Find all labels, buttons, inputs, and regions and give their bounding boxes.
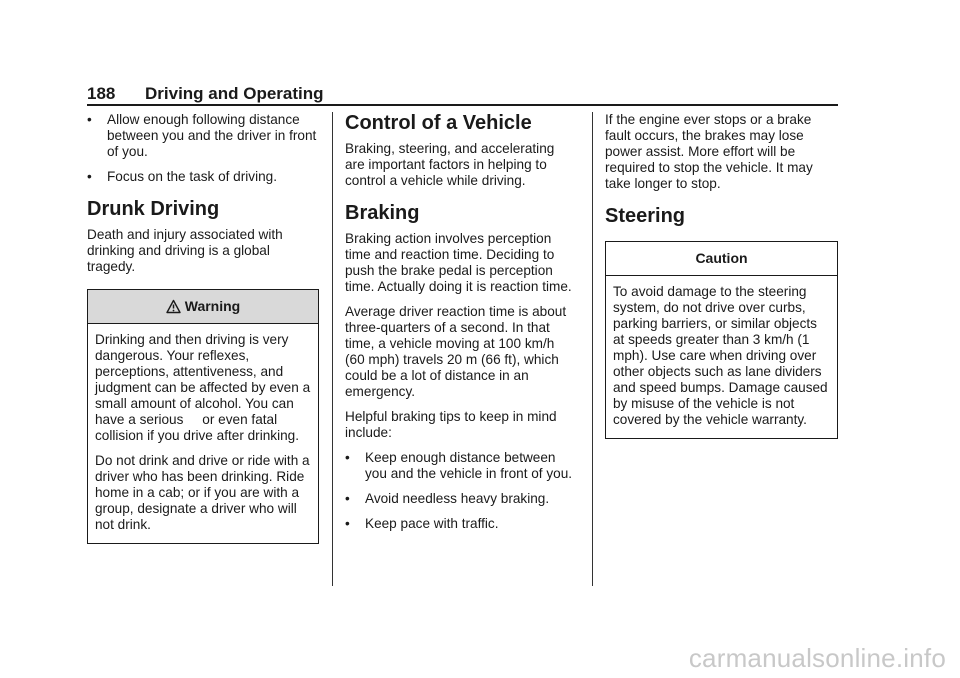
column-divider-2 [592, 112, 593, 586]
braking-paragraph-3: Helpful braking tips to keep in mind include: [345, 409, 557, 440]
watermark: carmanualsonline.info [688, 643, 946, 673]
heading-drunk-driving: Drunk Driving [87, 198, 220, 220]
bullet: • [345, 491, 350, 506]
braking-paragraph-2: Average driver reaction time is about three-quarters of a second. In that time, a vehicle moving at 100 km/h (60 mph) travels 20 m (66 ft), which could be a lot of distance in an emergency. [345, 304, 567, 399]
page-number: 188 [87, 84, 116, 103]
warning-body [88, 324, 318, 543]
warning-paragraph-1: Drinking and then driving is very dangerous. Your reflexes, perceptions, attentiveness, and judgment can be affected by even a small amount of alcohol. You can have a serious or even fatal collision if you drive after drinking. [95, 332, 314, 443]
column-divider-1 [332, 112, 333, 586]
drunk-driving-paragraph: Death and injury associated with drinking and driving is a global tragedy. [87, 227, 283, 274]
bullet-text: Focus on the task of driving. [107, 169, 278, 184]
tip-text: Keep enough distance between you and the vehicle in front of you. [365, 450, 573, 481]
list-item [345, 516, 577, 532]
list-item [87, 112, 319, 160]
warning-header [88, 290, 318, 324]
list-item [87, 169, 319, 185]
caution-paragraph: To avoid damage to the steering system, do not drive over curbs, parking barriers, or similar objects at speeds greater than 3 km/h (1 mph). Use care when driving over other objects such as lane dividers and speed bumps. Damage caused by misuse of the vehicle is not covered by the vehicle warranty. [613, 284, 828, 427]
warning-paragraph-2: Do not drink and drive or ride with a driver who has been drinking. Ride home in a cab; or if you are with a group, designate a driver who will not drink. [95, 453, 310, 532]
warning-title: Warning [184, 298, 241, 314]
page-header [87, 84, 838, 104]
engine-paragraph: If the engine ever stops or a brake fault occurs, the brakes may lose power assist. More effort will be required to stop the vehicle. It may take longer to stop. [605, 112, 813, 191]
column-right [605, 112, 838, 439]
warning-triangle-icon [166, 293, 181, 326]
column-left [87, 112, 319, 544]
caution-header: Caution [606, 242, 837, 276]
control-paragraph: Braking, steering, and accelerating are important factors in helping to control a vehicle while driving. [345, 141, 555, 188]
warning-box [87, 289, 319, 544]
heading-braking: Braking [345, 202, 420, 224]
list-item [345, 450, 577, 482]
caution-box [605, 241, 838, 439]
header-rule [87, 104, 838, 106]
section-title: Driving and Operating [145, 84, 324, 103]
bullet: • [87, 169, 92, 184]
bullet: • [345, 516, 350, 531]
column-middle [345, 112, 577, 541]
caution-body [606, 276, 837, 438]
bullet-text: Allow enough following distance between you and the driver in front of you. [107, 112, 317, 159]
heading-steering: Steering [605, 205, 686, 227]
bullet: • [345, 450, 350, 465]
bullet: • [87, 112, 92, 127]
tip-text: Avoid needless heavy braking. [365, 491, 550, 506]
list-item [345, 491, 577, 507]
braking-paragraph-1: Braking action involves perception time and reaction time. Deciding to push the brake pedal is perception time. Actually doing it is reaction time. [345, 231, 572, 294]
tip-text: Keep pace with traffic. [365, 516, 499, 531]
heading-control-of-vehicle: Control of a Vehicle [345, 112, 532, 134]
